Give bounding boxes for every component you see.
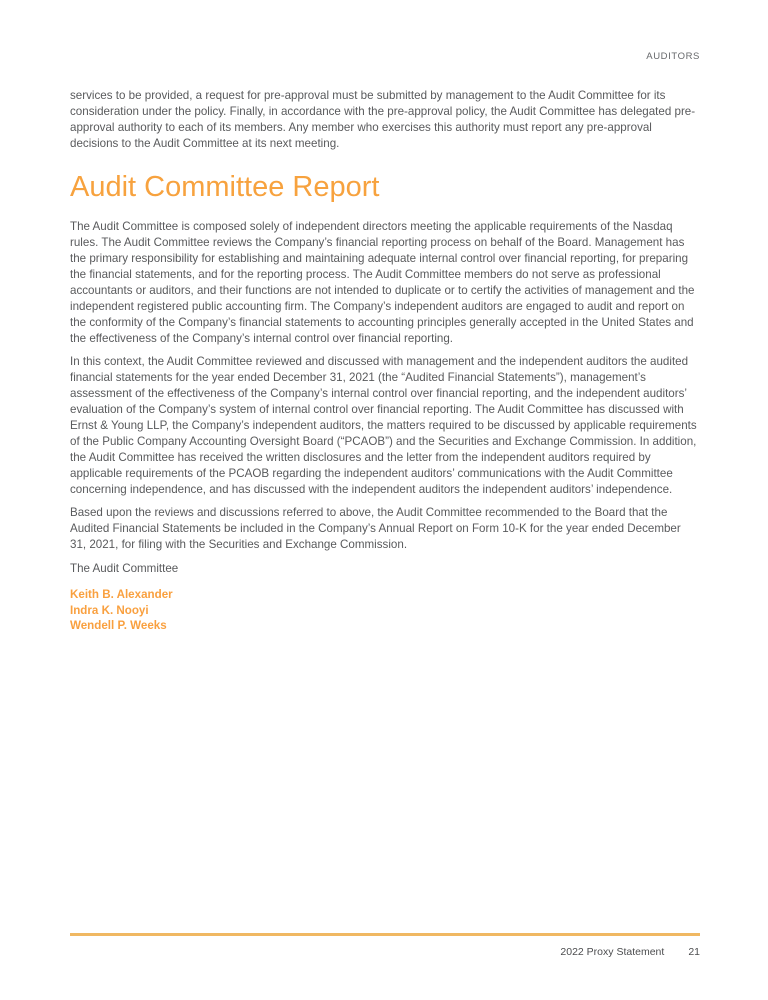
page-footer [70,933,700,958]
intro-paragraph: services to be provided, a request for pre-approval must be submitted by management to the Audit Committee for its consideration under the policy. Finally, in accordance with the pre-approval policy, the Audit Committee has delegated pre-approval authority to each of its members. Any member who exercises this authority must report any pre-approval decisions to the Audit Committee at its next meeting. [70,89,696,150]
report-paragraph-1: The Audit Committee is composed solely of independent directors meeting the applicable requirements of the Nasdaq rules. The Audit Committee reviews the Company’s financial reporting process on behalf of the Board. Management has the primary responsibility for establishing and maintaining adequate internal control over financial reporting, for preparing the financial statements, and for the reporting process. The Audit Committee members do not serve as professional accountants or auditors, and their functions are not intended to duplicate or to certify the activities of management and the independent registered public accounting firm. The Company’s independent auditors are engaged to audit and report on the conformity of the Company’s financial statements to accounting principles generally accepted in the United States and the effectiveness of the Company’s internal control over financial reporting. [70,220,695,345]
footer-rule [70,933,700,936]
signatory-name: Keith B. Alexander [70,588,173,601]
footer-page-number: 21 [688,945,700,958]
footer-text-line [70,946,700,958]
report-paragraph-3: Based upon the reviews and discussions referred to above, the Audit Committee recommended to the Board that the Audited Financial Statements be included in the Company’s Annual Report on Form 10-K for the year ended December 31, 2021, for filing with the Securities and Exchange Commission. [70,506,681,551]
signatory-name: Indra K. Nooyi [70,603,149,617]
footer-document-title: 2022 Proxy Statement [560,945,665,958]
page-title: Audit Committee Report [70,171,380,203]
signatory-name: Wendell P. Weeks [70,619,167,632]
signoff-line: The Audit Committee [70,562,179,575]
signatories-list [70,587,700,634]
report-paragraph-2: In this context, the Audit Committee reviewed and discussed with management and the independent auditors the audited financial statements for the year ended December 31, 2021 (the “Audited Financial Statements”), management’s assessment of the effectiveness of the Company’s internal control over financial reporting, and the independent auditors’ evaluation of the Company’s system of internal control over financial reporting. The Audit Committee has discussed with Ernst & Young LLP, the Company’s independent auditors, the matters required to be discussed by applicable requirements of the Public Company Accounting Oversight Board (“PCAOB”) and the Securities and Exchange Commission. In addition, the Audit Committee has received the written disclosures and the letter from the independent auditors required by applicable requirements of the PCAOB regarding the independent auditors’ communications with the Audit Committee concerning independence, and has discussed with the independent auditors the independent auditors’ independence. [70,355,697,496]
page-content [70,0,700,634]
running-header-section-label: AUDITORS [646,51,700,62]
